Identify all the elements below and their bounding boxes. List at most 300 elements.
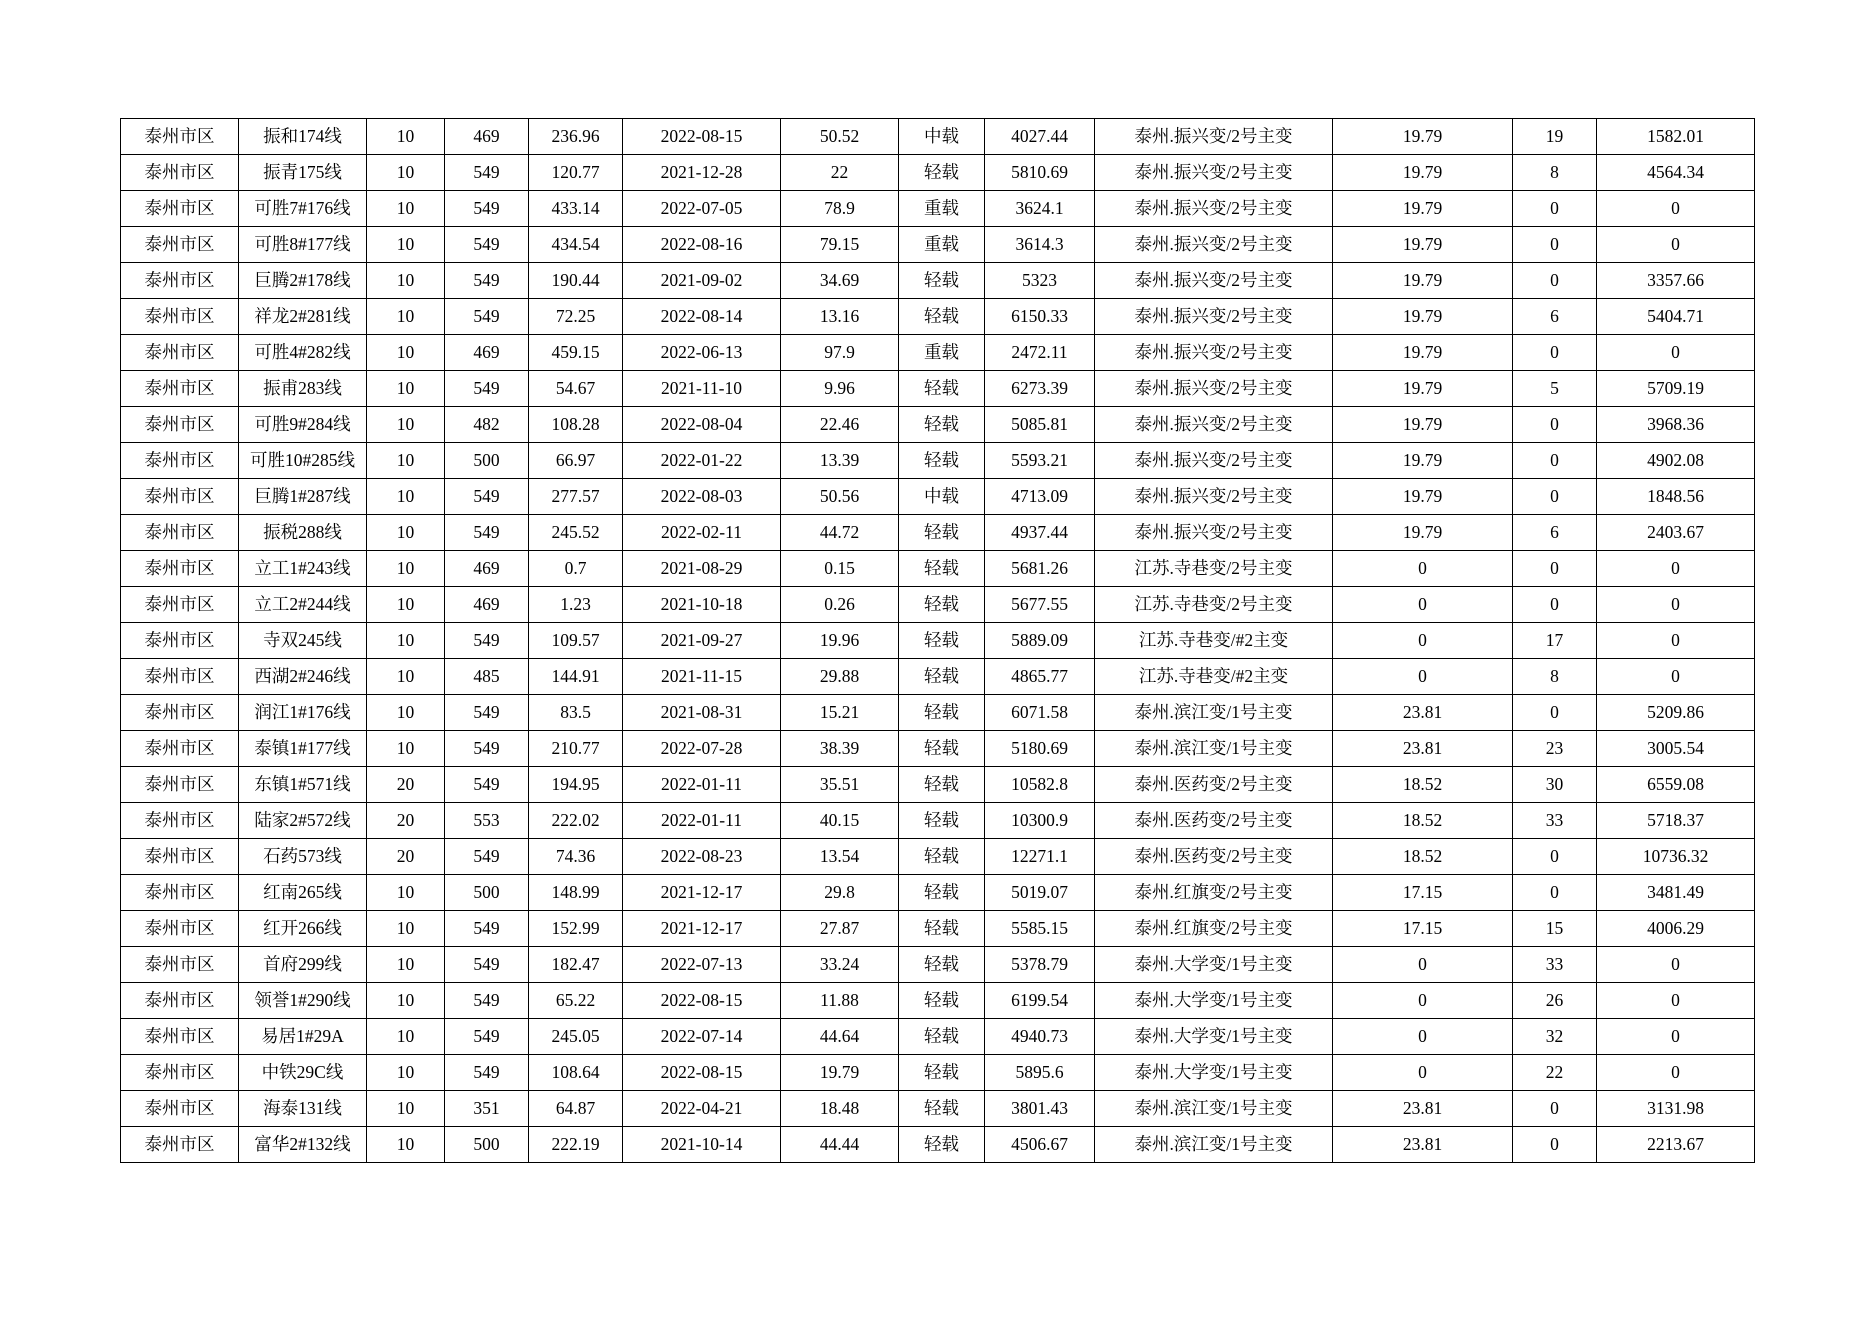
cell-line-name: 巨腾2#178线 [239,263,367,299]
cell-line-name: 立工2#244线 [239,587,367,623]
cell-load-level: 轻载 [899,803,985,839]
cell-value-12: 0 [1597,335,1755,371]
cell-load-level: 轻载 [899,551,985,587]
table-row [121,119,1755,155]
cell-line-name: 易居1#29A [239,1019,367,1055]
cell-line-name: 红南265线 [239,875,367,911]
cell-load-rate: 44.72 [781,515,899,551]
table-row [121,155,1755,191]
cell-value-12: 0 [1597,551,1755,587]
cell-load-rate: 19.96 [781,623,899,659]
cell-capacity: 549 [445,695,529,731]
cell-value-12: 0 [1597,623,1755,659]
cell-voltage: 10 [367,515,445,551]
cell-voltage: 10 [367,335,445,371]
cell-margin: 5323 [985,263,1095,299]
table-row [121,1019,1755,1055]
cell-load-level: 轻载 [899,731,985,767]
cell-capacity: 549 [445,155,529,191]
cell-load-rate: 29.8 [781,875,899,911]
cell-capacity: 549 [445,263,529,299]
cell-date: 2021-10-18 [623,587,781,623]
cell-value-11: 0 [1513,227,1597,263]
cell-value-11: 0 [1513,875,1597,911]
cell-value-10: 0 [1333,1055,1513,1091]
cell-capacity: 549 [445,767,529,803]
cell-value-12: 1582.01 [1597,119,1755,155]
cell-date: 2022-08-03 [623,479,781,515]
table-row [121,1127,1755,1163]
cell-region: 泰州市区 [121,299,239,335]
cell-substation: 泰州.振兴变/2号主变 [1095,227,1333,263]
cell-line-name: 海泰131线 [239,1091,367,1127]
cell-voltage: 20 [367,767,445,803]
cell-capacity: 549 [445,479,529,515]
power-line-data-table [120,118,1755,1163]
cell-value-10: 18.52 [1333,767,1513,803]
cell-substation: 泰州.医药变/2号主变 [1095,767,1333,803]
cell-value-11: 0 [1513,839,1597,875]
cell-region: 泰州市区 [121,1055,239,1091]
cell-margin: 3624.1 [985,191,1095,227]
cell-region: 泰州市区 [121,1091,239,1127]
cell-margin: 6071.58 [985,695,1095,731]
cell-current: 148.99 [529,875,623,911]
cell-value-11: 33 [1513,803,1597,839]
cell-region: 泰州市区 [121,659,239,695]
cell-substation: 泰州.振兴变/2号主变 [1095,371,1333,407]
cell-substation: 泰州.振兴变/2号主变 [1095,407,1333,443]
cell-capacity: 549 [445,731,529,767]
cell-date: 2021-10-14 [623,1127,781,1163]
cell-substation: 泰州.大学变/1号主变 [1095,983,1333,1019]
cell-value-12: 3481.49 [1597,875,1755,911]
cell-value-10: 19.79 [1333,299,1513,335]
cell-line-name: 振和174线 [239,119,367,155]
cell-date: 2021-08-29 [623,551,781,587]
cell-value-11: 32 [1513,1019,1597,1055]
cell-region: 泰州市区 [121,983,239,1019]
cell-load-level: 中载 [899,479,985,515]
table-row [121,731,1755,767]
cell-line-name: 可胜10#285线 [239,443,367,479]
cell-margin: 4713.09 [985,479,1095,515]
cell-substation: 江苏.寺巷变/2号主变 [1095,587,1333,623]
table-row [121,515,1755,551]
cell-margin: 5810.69 [985,155,1095,191]
cell-date: 2021-11-15 [623,659,781,695]
cell-load-level: 轻载 [899,1127,985,1163]
cell-date: 2022-08-15 [623,119,781,155]
cell-value-11: 22 [1513,1055,1597,1091]
table-row [121,1091,1755,1127]
cell-substation: 泰州.大学变/1号主变 [1095,1019,1333,1055]
cell-margin: 10300.9 [985,803,1095,839]
cell-current: 222.19 [529,1127,623,1163]
cell-margin: 3614.3 [985,227,1095,263]
cell-date: 2021-12-17 [623,911,781,947]
cell-value-12: 6559.08 [1597,767,1755,803]
cell-date: 2022-06-13 [623,335,781,371]
cell-line-name: 中铁29C线 [239,1055,367,1091]
cell-current: 245.52 [529,515,623,551]
cell-current: 434.54 [529,227,623,263]
cell-margin: 12271.1 [985,839,1095,875]
cell-line-name: 红开266线 [239,911,367,947]
cell-value-12: 4902.08 [1597,443,1755,479]
cell-current: 182.47 [529,947,623,983]
cell-voltage: 10 [367,1055,445,1091]
cell-value-11: 0 [1513,443,1597,479]
cell-voltage: 10 [367,947,445,983]
cell-voltage: 10 [367,1019,445,1055]
cell-voltage: 10 [367,875,445,911]
cell-value-10: 0 [1333,947,1513,983]
cell-line-name: 巨腾1#287线 [239,479,367,515]
cell-load-level: 轻载 [899,911,985,947]
cell-substation: 江苏.寺巷变/#2主变 [1095,659,1333,695]
cell-value-11: 0 [1513,191,1597,227]
cell-capacity: 469 [445,587,529,623]
cell-substation: 泰州.大学变/1号主变 [1095,1055,1333,1091]
cell-current: 190.44 [529,263,623,299]
cell-date: 2022-01-22 [623,443,781,479]
cell-value-10: 18.52 [1333,803,1513,839]
cell-date: 2022-07-14 [623,1019,781,1055]
cell-margin: 5889.09 [985,623,1095,659]
cell-margin: 10582.8 [985,767,1095,803]
cell-load-level: 轻载 [899,839,985,875]
cell-value-10: 0 [1333,659,1513,695]
cell-value-12: 0 [1597,947,1755,983]
cell-date: 2021-08-31 [623,695,781,731]
cell-current: 83.5 [529,695,623,731]
cell-current: 210.77 [529,731,623,767]
table-row [121,875,1755,911]
table-row [121,911,1755,947]
cell-voltage: 10 [367,263,445,299]
cell-value-12: 4564.34 [1597,155,1755,191]
cell-capacity: 549 [445,839,529,875]
table-row [121,803,1755,839]
cell-load-level: 轻载 [899,443,985,479]
cell-substation: 泰州.振兴变/2号主变 [1095,119,1333,155]
cell-substation: 泰州.红旗变/2号主变 [1095,911,1333,947]
cell-load-rate: 0.26 [781,587,899,623]
cell-substation: 泰州.振兴变/2号主变 [1095,443,1333,479]
cell-load-rate: 15.21 [781,695,899,731]
cell-date: 2022-01-11 [623,803,781,839]
table-row [121,479,1755,515]
cell-load-level: 轻载 [899,767,985,803]
cell-voltage: 10 [367,191,445,227]
cell-load-rate: 97.9 [781,335,899,371]
cell-value-10: 19.79 [1333,155,1513,191]
cell-date: 2021-09-27 [623,623,781,659]
cell-region: 泰州市区 [121,803,239,839]
table-row [121,623,1755,659]
cell-value-11: 5 [1513,371,1597,407]
cell-value-12: 5209.86 [1597,695,1755,731]
cell-value-12: 0 [1597,1055,1755,1091]
cell-date: 2021-12-28 [623,155,781,191]
cell-capacity: 549 [445,983,529,1019]
cell-substation: 江苏.寺巷变/2号主变 [1095,551,1333,587]
cell-value-12: 0 [1597,983,1755,1019]
cell-voltage: 10 [367,659,445,695]
cell-current: 222.02 [529,803,623,839]
cell-current: 433.14 [529,191,623,227]
cell-line-name: 领誉1#290线 [239,983,367,1019]
table-row [121,659,1755,695]
cell-region: 泰州市区 [121,767,239,803]
cell-current: 65.22 [529,983,623,1019]
cell-load-rate: 18.48 [781,1091,899,1127]
cell-line-name: 石药573线 [239,839,367,875]
cell-current: 64.87 [529,1091,623,1127]
cell-substation: 泰州.振兴变/2号主变 [1095,335,1333,371]
cell-value-12: 0 [1597,1019,1755,1055]
cell-load-level: 轻载 [899,587,985,623]
cell-margin: 5593.21 [985,443,1095,479]
cell-date: 2022-08-23 [623,839,781,875]
cell-margin: 5677.55 [985,587,1095,623]
cell-load-level: 重载 [899,335,985,371]
cell-capacity: 549 [445,911,529,947]
cell-line-name: 西湖2#246线 [239,659,367,695]
cell-value-12: 5718.37 [1597,803,1755,839]
cell-current: 277.57 [529,479,623,515]
cell-load-level: 轻载 [899,623,985,659]
cell-capacity: 500 [445,875,529,911]
cell-value-12: 3968.36 [1597,407,1755,443]
cell-value-10: 0 [1333,623,1513,659]
cell-value-11: 0 [1513,1127,1597,1163]
cell-margin: 4937.44 [985,515,1095,551]
cell-region: 泰州市区 [121,839,239,875]
cell-date: 2022-02-11 [623,515,781,551]
cell-voltage: 10 [367,551,445,587]
cell-margin: 4940.73 [985,1019,1095,1055]
cell-substation: 泰州.医药变/2号主变 [1095,803,1333,839]
cell-load-rate: 79.15 [781,227,899,263]
cell-value-12: 4006.29 [1597,911,1755,947]
cell-value-11: 8 [1513,659,1597,695]
cell-region: 泰州市区 [121,1019,239,1055]
cell-margin: 5895.6 [985,1055,1095,1091]
cell-value-12: 2213.67 [1597,1127,1755,1163]
cell-load-level: 轻载 [899,947,985,983]
cell-load-rate: 44.44 [781,1127,899,1163]
cell-value-11: 0 [1513,407,1597,443]
table-row [121,407,1755,443]
cell-date: 2022-08-15 [623,983,781,1019]
cell-voltage: 10 [367,695,445,731]
cell-value-10: 17.15 [1333,875,1513,911]
cell-line-name: 泰镇1#177线 [239,731,367,767]
cell-load-rate: 35.51 [781,767,899,803]
cell-load-level: 重载 [899,191,985,227]
cell-value-10: 19.79 [1333,227,1513,263]
cell-voltage: 20 [367,803,445,839]
cell-capacity: 549 [445,191,529,227]
cell-value-12: 0 [1597,587,1755,623]
cell-value-10: 23.81 [1333,1091,1513,1127]
cell-substation: 泰州.振兴变/2号主变 [1095,299,1333,335]
cell-margin: 6273.39 [985,371,1095,407]
cell-date: 2021-12-17 [623,875,781,911]
cell-load-rate: 29.88 [781,659,899,695]
cell-region: 泰州市区 [121,227,239,263]
cell-margin: 5378.79 [985,947,1095,983]
cell-value-10: 23.81 [1333,731,1513,767]
cell-capacity: 482 [445,407,529,443]
cell-line-name: 寺双245线 [239,623,367,659]
cell-region: 泰州市区 [121,479,239,515]
cell-capacity: 469 [445,551,529,587]
cell-value-11: 17 [1513,623,1597,659]
cell-load-level: 中载 [899,119,985,155]
cell-value-11: 0 [1513,335,1597,371]
cell-line-name: 首府299线 [239,947,367,983]
cell-load-level: 轻载 [899,659,985,695]
cell-region: 泰州市区 [121,155,239,191]
cell-capacity: 553 [445,803,529,839]
cell-capacity: 549 [445,947,529,983]
cell-substation: 泰州.振兴变/2号主变 [1095,515,1333,551]
table-row [121,335,1755,371]
cell-value-11: 6 [1513,299,1597,335]
cell-load-level: 轻载 [899,263,985,299]
cell-margin: 5180.69 [985,731,1095,767]
cell-capacity: 469 [445,119,529,155]
cell-region: 泰州市区 [121,263,239,299]
cell-value-12: 0 [1597,191,1755,227]
cell-value-12: 2403.67 [1597,515,1755,551]
cell-current: 72.25 [529,299,623,335]
cell-region: 泰州市区 [121,911,239,947]
cell-region: 泰州市区 [121,119,239,155]
cell-current: 459.15 [529,335,623,371]
cell-value-10: 19.79 [1333,515,1513,551]
cell-load-rate: 13.39 [781,443,899,479]
table-row [121,767,1755,803]
cell-voltage: 10 [367,1127,445,1163]
cell-margin: 5085.81 [985,407,1095,443]
cell-value-10: 0 [1333,551,1513,587]
cell-capacity: 549 [445,371,529,407]
cell-region: 泰州市区 [121,515,239,551]
cell-value-10: 19.79 [1333,119,1513,155]
cell-margin: 3801.43 [985,1091,1095,1127]
cell-value-10: 0 [1333,587,1513,623]
cell-substation: 泰州.滨江变/1号主变 [1095,1091,1333,1127]
cell-voltage: 10 [367,1091,445,1127]
cell-load-rate: 50.52 [781,119,899,155]
cell-load-rate: 19.79 [781,1055,899,1091]
cell-load-level: 轻载 [899,299,985,335]
cell-date: 2021-09-02 [623,263,781,299]
cell-capacity: 500 [445,1127,529,1163]
cell-capacity: 549 [445,1019,529,1055]
cell-current: 66.97 [529,443,623,479]
cell-voltage: 10 [367,587,445,623]
cell-capacity: 549 [445,623,529,659]
cell-substation: 江苏.寺巷变/#2主变 [1095,623,1333,659]
cell-value-10: 19.79 [1333,407,1513,443]
cell-region: 泰州市区 [121,443,239,479]
cell-current: 74.36 [529,839,623,875]
cell-value-11: 30 [1513,767,1597,803]
cell-current: 108.28 [529,407,623,443]
cell-value-11: 8 [1513,155,1597,191]
cell-margin: 4506.67 [985,1127,1095,1163]
table-row [121,1055,1755,1091]
cell-value-10: 19.79 [1333,443,1513,479]
cell-current: 1.23 [529,587,623,623]
cell-load-level: 轻载 [899,155,985,191]
cell-value-11: 6 [1513,515,1597,551]
table-row [121,947,1755,983]
cell-region: 泰州市区 [121,695,239,731]
cell-current: 108.64 [529,1055,623,1091]
cell-line-name: 可胜8#177线 [239,227,367,263]
cell-voltage: 10 [367,479,445,515]
cell-region: 泰州市区 [121,587,239,623]
cell-region: 泰州市区 [121,371,239,407]
cell-current: 0.7 [529,551,623,587]
cell-load-rate: 9.96 [781,371,899,407]
cell-region: 泰州市区 [121,623,239,659]
cell-load-rate: 34.69 [781,263,899,299]
cell-load-level: 轻载 [899,371,985,407]
cell-substation: 泰州.振兴变/2号主变 [1095,263,1333,299]
cell-value-12: 0 [1597,659,1755,695]
cell-voltage: 10 [367,983,445,1019]
cell-line-name: 可胜9#284线 [239,407,367,443]
cell-substation: 泰州.大学变/1号主变 [1095,947,1333,983]
cell-current: 245.05 [529,1019,623,1055]
table-row [121,227,1755,263]
cell-value-10: 19.79 [1333,191,1513,227]
cell-load-level: 轻载 [899,695,985,731]
cell-capacity: 469 [445,335,529,371]
cell-line-name: 可胜4#282线 [239,335,367,371]
cell-load-rate: 13.16 [781,299,899,335]
table-row [121,443,1755,479]
cell-value-10: 17.15 [1333,911,1513,947]
cell-load-rate: 0.15 [781,551,899,587]
cell-line-name: 东镇1#571线 [239,767,367,803]
cell-value-10: 18.52 [1333,839,1513,875]
cell-region: 泰州市区 [121,407,239,443]
cell-line-name: 陆家2#572线 [239,803,367,839]
cell-value-11: 0 [1513,1091,1597,1127]
cell-capacity: 500 [445,443,529,479]
cell-load-level: 轻载 [899,875,985,911]
cell-current: 236.96 [529,119,623,155]
cell-value-10: 19.79 [1333,263,1513,299]
cell-date: 2022-08-14 [623,299,781,335]
cell-date: 2022-08-04 [623,407,781,443]
cell-load-level: 重载 [899,227,985,263]
cell-value-11: 0 [1513,479,1597,515]
cell-value-11: 19 [1513,119,1597,155]
cell-value-11: 0 [1513,551,1597,587]
cell-value-11: 0 [1513,587,1597,623]
cell-capacity: 351 [445,1091,529,1127]
cell-substation: 泰州.滨江变/1号主变 [1095,1127,1333,1163]
